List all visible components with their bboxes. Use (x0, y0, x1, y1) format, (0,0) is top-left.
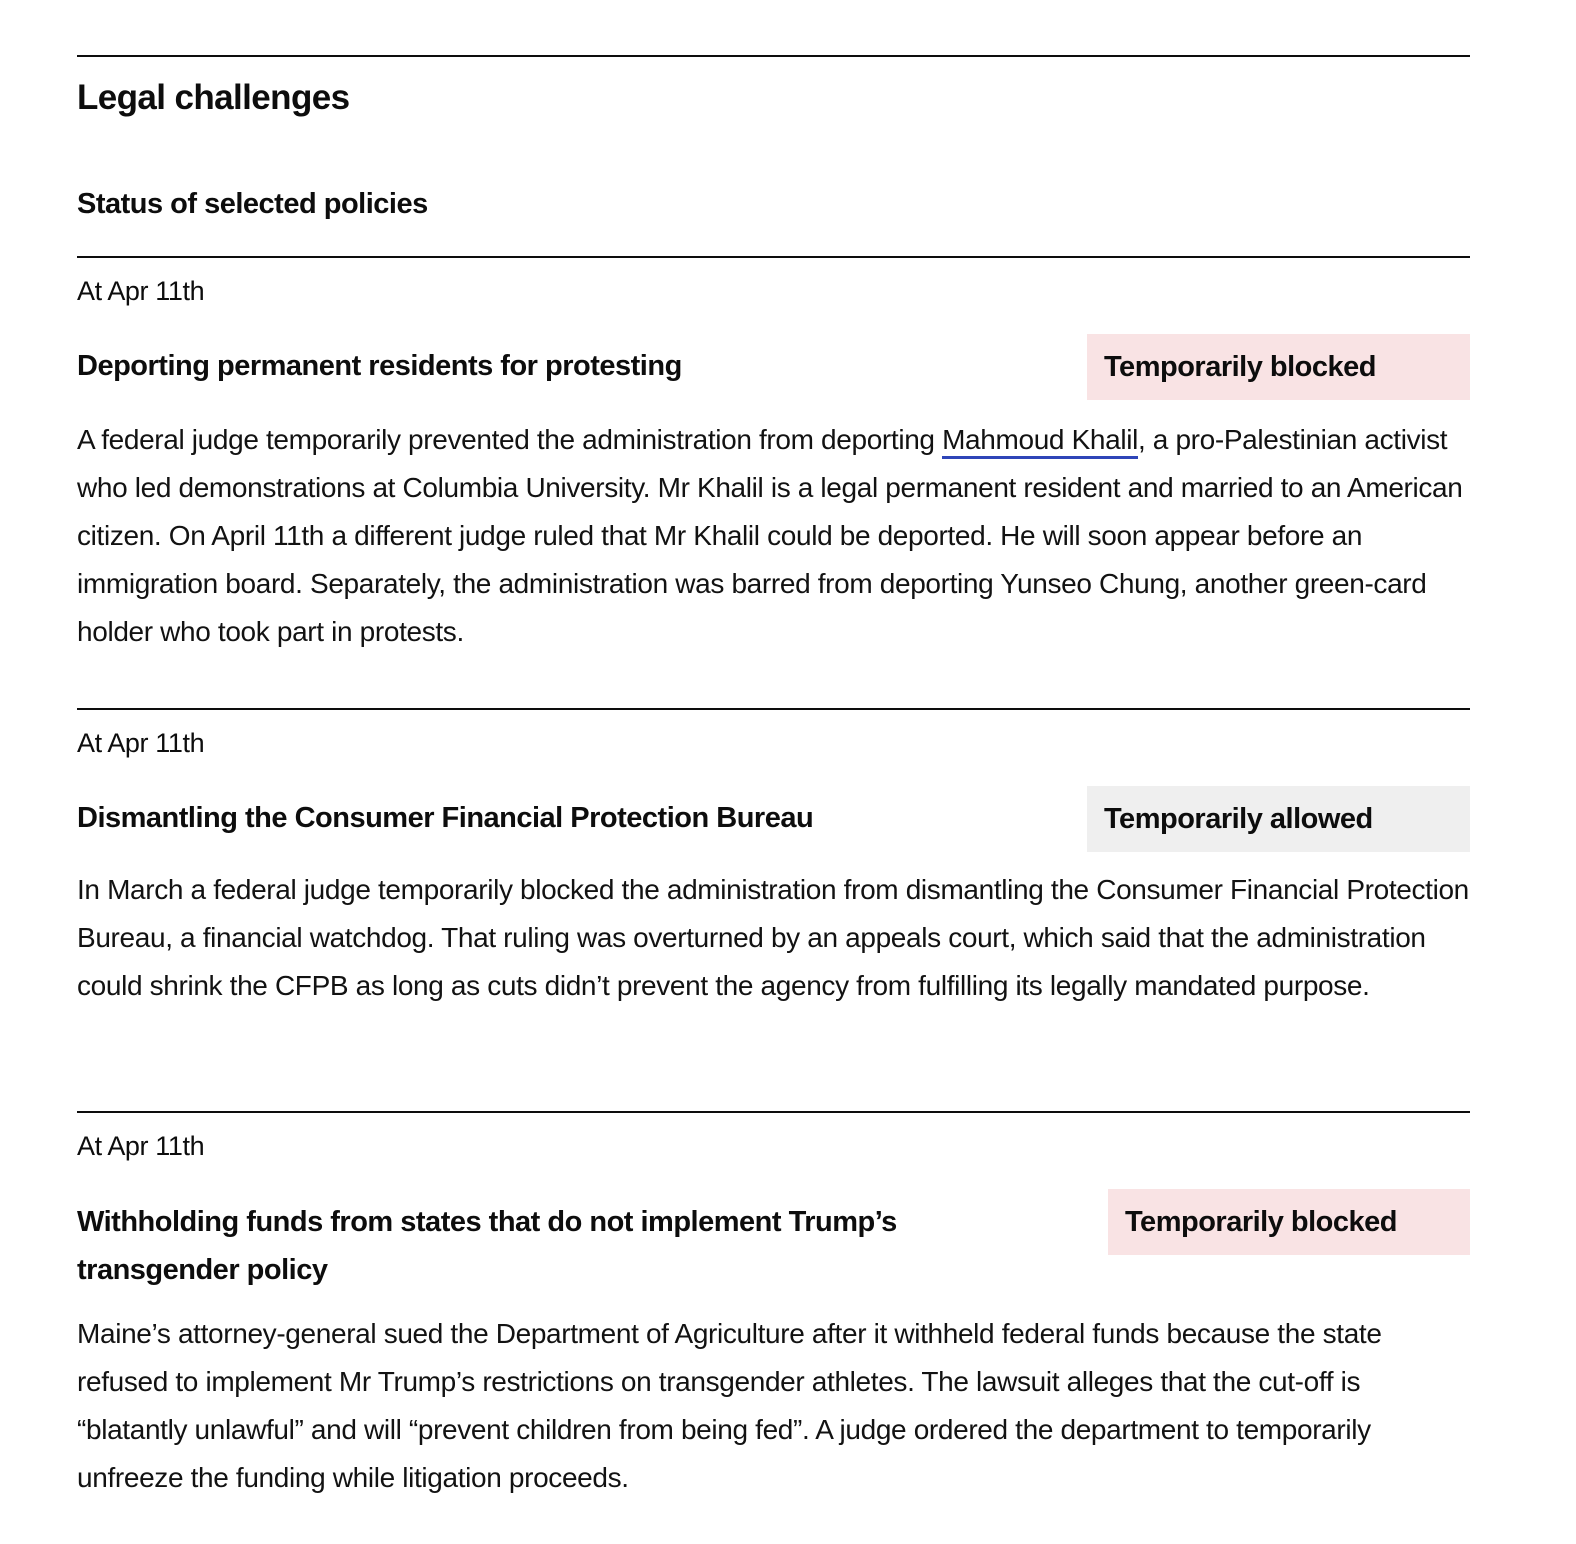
policy-item-transgender-funds (77, 1111, 1470, 1531)
status-badge-allowed: Temporarily allowed (1087, 786, 1470, 852)
policy-title: Deporting permanent residents for protesting (77, 350, 682, 382)
section-title: Legal challenges (77, 78, 350, 117)
policy-item-cfpb (77, 708, 1470, 1068)
policy-description-text-start: A federal judge temporarily prevented the administration from deporting (77, 424, 943, 455)
policy-divider (77, 256, 1470, 258)
policy-date: At Apr 11th (77, 276, 205, 306)
policy-title: Dismantling the Consumer Financial Protection Bureau (77, 802, 814, 834)
policy-description-text-end: , a pro-Palestinian activist who led demonstrations at Columbia University. Mr Khalil is a legal permanent resident and married to an American citizen. On April 11th a different judge ruled that Mr Khalil could be deported. He will soon appear before an immigration board. Separately, the administration was barred from deporting Yunseo Chung, another green-card holder who took part in protests. (77, 424, 1463, 647)
section-subtitle: Status of selected policies (77, 188, 428, 220)
policy-title: Withholding funds from states that do not implement Trump’s transgender policy (77, 1206, 897, 1286)
status-badge-blocked: Temporarily blocked (1108, 1189, 1470, 1255)
policy-divider (77, 708, 1470, 710)
policy-description: In March a federal judge temporarily blocked the administration from dismantling the Consumer Financial Protection Bureau, a financial watchdog. That ruling was overturned by an appeals court, which said that the administration could shrink the CFPB as long as cuts didn’t prevent the agency from fulfilling its legally mandated purpose. (77, 874, 1469, 1001)
section-top-divider (77, 55, 1470, 57)
policy-description: Maine’s attorney-general sued the Department of Agriculture after it withheld federal funds because the state refused to implement Mr Trump’s restrictions on transgender athletes. The lawsuit alleges that the cut-off is “blatantly unlawful” and will “prevent children from being fed”. A judge ordered the department to temporarily unfreeze the funding while litigation proceeds. (77, 1318, 1382, 1493)
mahmoud-khalil-link[interactable]: Mahmoud Khalil (942, 424, 1138, 459)
policy-item-deporting (77, 256, 1470, 666)
policy-date: At Apr 11th (77, 1131, 205, 1161)
status-badge-blocked: Temporarily blocked (1087, 334, 1470, 400)
policy-date: At Apr 11th (77, 728, 205, 758)
policy-description (77, 416, 1470, 656)
policy-divider (77, 1111, 1470, 1113)
